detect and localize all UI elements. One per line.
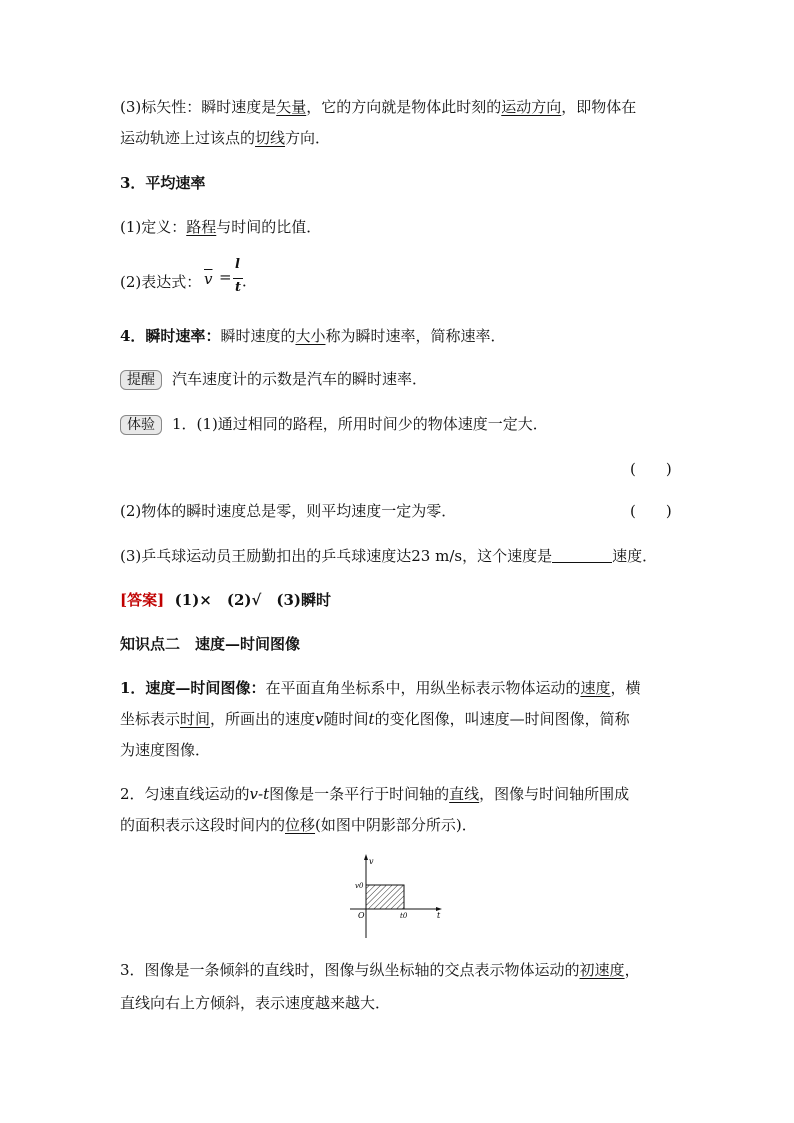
question-text: 1．(1)通过相同的路程，所用时间少的物体速度一定大． (172, 415, 548, 433)
displacement-area (366, 885, 404, 909)
t-axis-label: t (437, 911, 441, 920)
formula-numerator: l (235, 257, 240, 272)
vt-graph-para-1-line-3: 为速度图像． (120, 741, 211, 759)
vt-graph-para-2-line-1 (120, 784, 629, 804)
text: ， (624, 961, 640, 979)
text: 方向． (285, 129, 331, 147)
answer-text: (1)× (2)√ (3)瞬时 (174, 591, 331, 609)
underlined-term: 时间 (180, 710, 211, 728)
question-text: (3)乒乓球运动员王励勤扣出的乒乓球速度达23 m/s，这个速度是 (120, 547, 553, 565)
text: 与时间的比值． (216, 218, 322, 236)
definition-line (120, 217, 321, 237)
tip-tag: 提醒 (120, 370, 162, 390)
exercise-q1 (120, 414, 548, 435)
underlined-term: 位移 (285, 816, 316, 834)
underlined-term: 运动方向 (501, 98, 562, 116)
var-v: v (315, 710, 324, 728)
text: 1．速度—时间图像： (120, 679, 266, 697)
instant-speed-line (120, 326, 506, 346)
text: (如图中阴影部分所示)． (315, 816, 477, 834)
knowledge-point-2-heading: 知识点二 速度—时间图像 (120, 635, 301, 653)
text: 瞬时速度的 (220, 327, 296, 345)
tip-text: 汽车速度计的示数是汽车的瞬时速率． (172, 370, 428, 388)
exercise-q3 (120, 546, 657, 566)
underlined-term: 矢量 (276, 98, 307, 116)
text: ，它的方向就是物体此时刻的 (306, 98, 502, 116)
question-text: 速度． (612, 547, 658, 565)
text: 的变化图像，叫速度—时间图像，简称 (374, 710, 630, 728)
vector-property-line-1 (120, 97, 636, 117)
vt-graph-para-1-line-1 (120, 678, 641, 698)
underlined-term: 直线 (449, 785, 480, 803)
underlined-term: 大小 (295, 327, 326, 345)
answer-label: [答案] (120, 591, 165, 609)
tip-line (120, 369, 427, 390)
text: 的面积表示这段时间内的 (120, 816, 286, 834)
text: (3)标矢性：瞬时速度是 (120, 98, 277, 116)
formula-equals: = (219, 268, 232, 286)
vt-graph-para-3-line-1 (120, 960, 640, 980)
text: (1)定义： (120, 218, 187, 236)
t0-label: t0 (400, 912, 408, 920)
v-axis-arrow (364, 854, 368, 860)
answer-paren-2: ( ) (630, 502, 672, 520)
vector-property-line-2 (120, 128, 330, 148)
text: ，即物体在 (561, 98, 637, 116)
underlined-term: 初速度 (579, 961, 625, 979)
text: ，所画出的速度 (210, 710, 316, 728)
text: 4．瞬时速率： (120, 327, 221, 345)
text: 3．图像是一条倾斜的直线时，图像与纵坐标轴的交点表示物体运动的 (120, 961, 580, 979)
vt-graph-para-2-line-2 (120, 815, 477, 835)
exercise-tag: 体验 (120, 415, 162, 435)
text: 在平面直角坐标系中，用纵坐标表示物体运动的 (265, 679, 581, 697)
vt-graph-para-1-line-2 (120, 709, 630, 729)
section-heading-average-speed: 3．平均速率 (120, 174, 206, 192)
v0-label: v0 (355, 882, 364, 890)
text: 随时间 (323, 710, 369, 728)
underlined-term: 切线 (255, 129, 286, 147)
formula-denominator: t (235, 280, 242, 295)
text: (2)表达式： (120, 273, 202, 291)
answer-line (120, 590, 331, 610)
exercise-q2: (2)物体的瞬时速度总是零，则平均速度一定为零． (120, 502, 457, 520)
fill-blank (552, 548, 612, 563)
text: 坐标表示 (120, 710, 181, 728)
text: 称为瞬时速率，简称速率． (325, 327, 506, 345)
var-t: t (368, 710, 375, 728)
text: 2．匀速直线运动的 (120, 785, 250, 803)
formula-period: ． (242, 272, 258, 290)
text: ，图像与时间轴所围成 (479, 785, 630, 803)
underlined-term: 速度 (580, 679, 611, 697)
origin-label: O (358, 911, 365, 920)
underlined-term: 路程 (186, 218, 217, 236)
text: 运动轨迹上过该点的 (120, 129, 256, 147)
expression-line (120, 272, 201, 292)
answer-paren-1: ( ) (630, 460, 672, 478)
text: ，横 (610, 679, 641, 697)
formula-v-bar: $\overline{v}$ (204, 270, 213, 288)
text: 图像是一条平行于时间轴的 (269, 785, 450, 803)
vt-graph-para-3-line-2: 直线向右上方倾斜，表示速度越来越大． (120, 994, 391, 1012)
v-axis-label: v (369, 857, 374, 866)
vt-graph-diagram (340, 852, 460, 942)
var-vt: v-t (249, 785, 270, 803)
